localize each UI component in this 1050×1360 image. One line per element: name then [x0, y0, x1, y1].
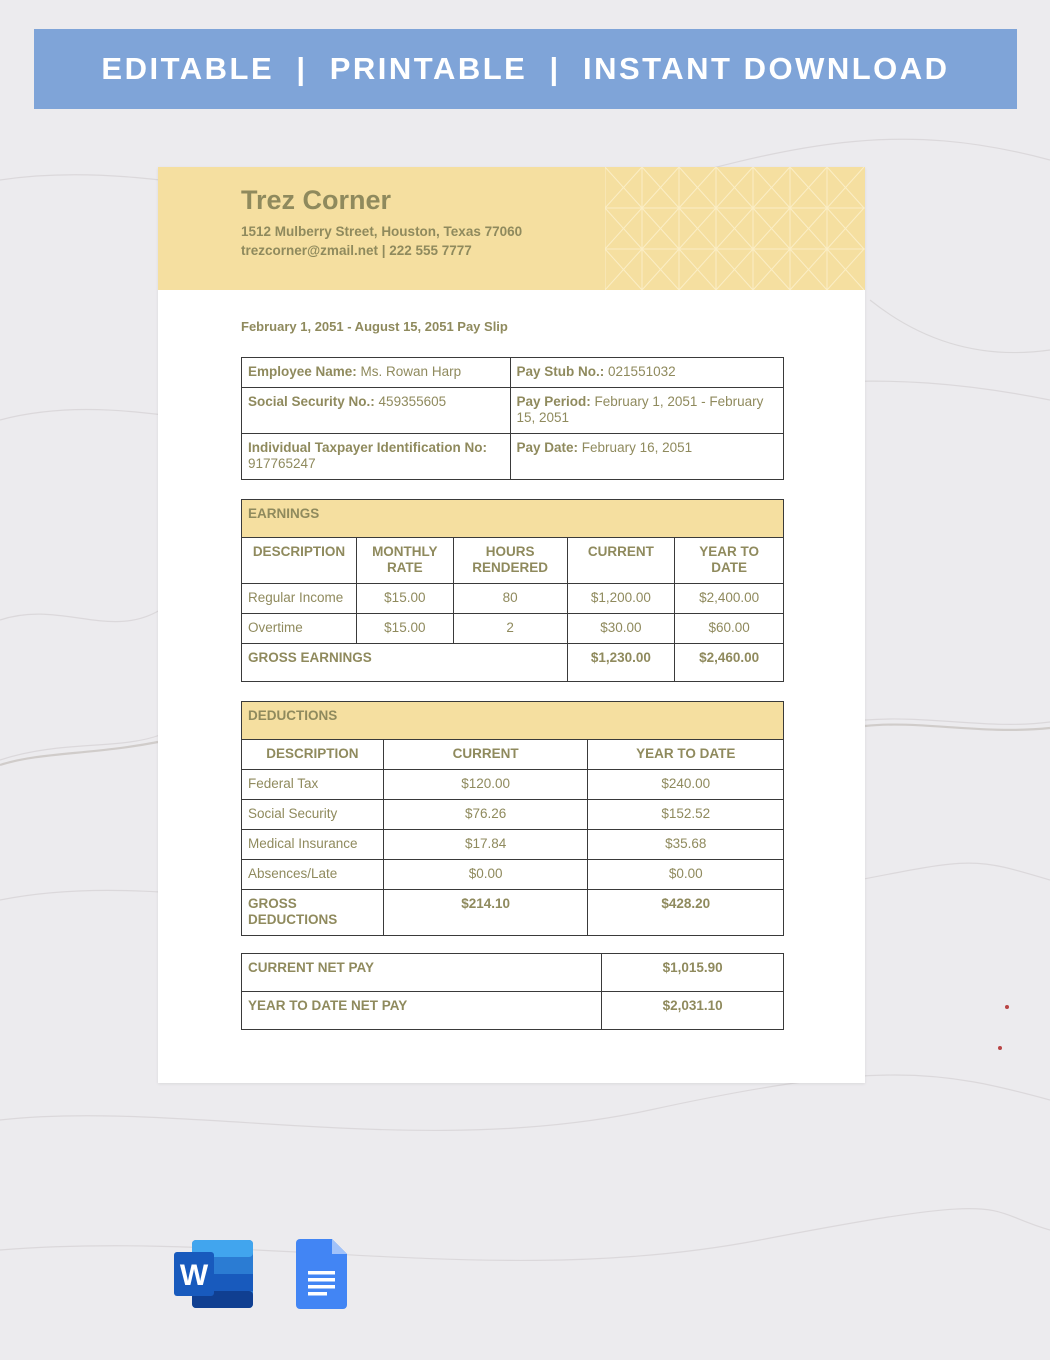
table-header-row — [242, 538, 784, 584]
svg-text:W: W — [179, 1259, 209, 1292]
table-cell: 2 — [453, 614, 567, 644]
pay-slip-document — [158, 167, 865, 1083]
word-icon — [174, 1238, 254, 1310]
table-cell: $15.00 — [356, 584, 453, 614]
column-header: CURRENT — [567, 538, 675, 584]
ytd-net-pay-value: $2,031.10 — [602, 992, 784, 1030]
table-row — [242, 388, 784, 434]
total-row — [242, 644, 784, 682]
table-row — [242, 992, 784, 1030]
current-net-pay-label: CURRENT NET PAY — [242, 954, 602, 992]
field-value: 459355605 — [374, 394, 447, 409]
table-cell: $76.26 — [383, 800, 588, 830]
field-value: 917765247 — [248, 440, 491, 471]
employee-info-table — [241, 357, 784, 480]
table-cell: $2,400.00 — [675, 584, 784, 614]
field-label: Employee Name: — [248, 364, 357, 379]
table-cell: $30.00 — [567, 614, 675, 644]
section-header-row — [242, 500, 784, 538]
google-docs-icon — [296, 1238, 348, 1310]
field-label: Individual Taxpayer Identification No: — [248, 440, 488, 455]
itin-cell — [242, 434, 511, 480]
deductions-table — [241, 701, 784, 936]
pay-date-cell — [510, 434, 783, 480]
earnings-table — [241, 499, 784, 682]
table-header-row — [242, 740, 784, 770]
earnings-section-title: EARNINGS — [242, 500, 784, 538]
column-header: YEAR TO DATE — [588, 740, 784, 770]
gross-earnings-label: GROSS EARNINGS — [242, 644, 568, 682]
table-row — [242, 358, 784, 388]
company-name: Trez Corner — [241, 185, 392, 215]
company-contact: trezcorner@zmail.net | 222 555 7777 — [241, 243, 472, 258]
promo-banner — [34, 29, 1017, 109]
field-value: February 1, 2051 - February 15, 2051 — [516, 394, 768, 425]
company-address: 1512 Mulberry Street, Houston, Texas 77060 — [241, 224, 523, 239]
table-cell: $152.52 — [588, 800, 784, 830]
table-cell: 80 — [453, 584, 567, 614]
document-header — [158, 167, 865, 290]
total-row — [242, 890, 784, 936]
table-cell: $60.00 — [675, 614, 784, 644]
table-row — [242, 770, 784, 800]
pay-stub-cell — [510, 358, 783, 388]
current-net-pay-value: $1,015.90 — [602, 954, 784, 992]
table-cell: Medical Insurance — [242, 830, 384, 860]
table-cell: Absences/Late — [242, 860, 384, 890]
table-cell: $15.00 — [356, 614, 453, 644]
gross-deductions-label: GROSS DEDUCTIONS — [242, 890, 384, 936]
column-header: MONTHLY RATE — [356, 538, 453, 584]
gross-earnings-ytd: $2,460.00 — [675, 644, 784, 682]
gross-earnings-current: $1,230.00 — [567, 644, 675, 682]
field-label: Pay Date: — [516, 440, 579, 455]
column-header: DESCRIPTION — [242, 538, 357, 584]
table-row — [242, 614, 784, 644]
table-cell: Federal Tax — [242, 770, 384, 800]
field-label: Social Security No.: — [248, 394, 375, 409]
column-header: CURRENT — [383, 740, 588, 770]
table-cell: $17.84 — [383, 830, 588, 860]
pay-slip-title: February 1, 2051 - August 15, 2051 Pay Slip — [241, 319, 508, 334]
employee-name-cell — [242, 358, 511, 388]
deductions-section-title: DEDUCTIONS — [242, 702, 784, 740]
column-header: DESCRIPTION — [242, 740, 384, 770]
pay-period-cell — [510, 388, 783, 434]
field-label: Pay Period: — [516, 394, 591, 409]
table-row — [242, 800, 784, 830]
field-label: Pay Stub No.: — [516, 364, 605, 379]
column-header: YEAR TO DATE — [675, 538, 784, 584]
gross-deductions-current: $214.10 — [383, 890, 588, 936]
net-pay-table — [241, 953, 784, 1030]
column-header: HOURS RENDERED — [453, 538, 567, 584]
field-value: February 16, 2051 — [578, 440, 693, 455]
table-cell: Social Security — [242, 800, 384, 830]
table-cell: $0.00 — [383, 860, 588, 890]
ssn-cell — [242, 388, 511, 434]
table-row — [242, 584, 784, 614]
table-cell: Overtime — [242, 614, 357, 644]
banner-text: EDITABLE | PRINTABLE | INSTANT DOWNLOAD — [101, 51, 950, 86]
field-value: 021551032 — [604, 364, 676, 379]
table-row — [242, 860, 784, 890]
geometric-pattern — [605, 167, 865, 290]
ytd-net-pay-label: YEAR TO DATE NET PAY — [242, 992, 602, 1030]
table-row — [242, 434, 784, 480]
table-cell: $35.68 — [588, 830, 784, 860]
gross-deductions-ytd: $428.20 — [588, 890, 784, 936]
table-cell: Regular Income — [242, 584, 357, 614]
table-row — [242, 954, 784, 992]
table-cell: $240.00 — [588, 770, 784, 800]
table-cell: $120.00 — [383, 770, 588, 800]
table-cell: $0.00 — [588, 860, 784, 890]
section-header-row — [242, 702, 784, 740]
table-row — [242, 830, 784, 860]
field-value: Ms. Rowan Harp — [356, 364, 462, 379]
table-cell: $1,200.00 — [567, 584, 675, 614]
